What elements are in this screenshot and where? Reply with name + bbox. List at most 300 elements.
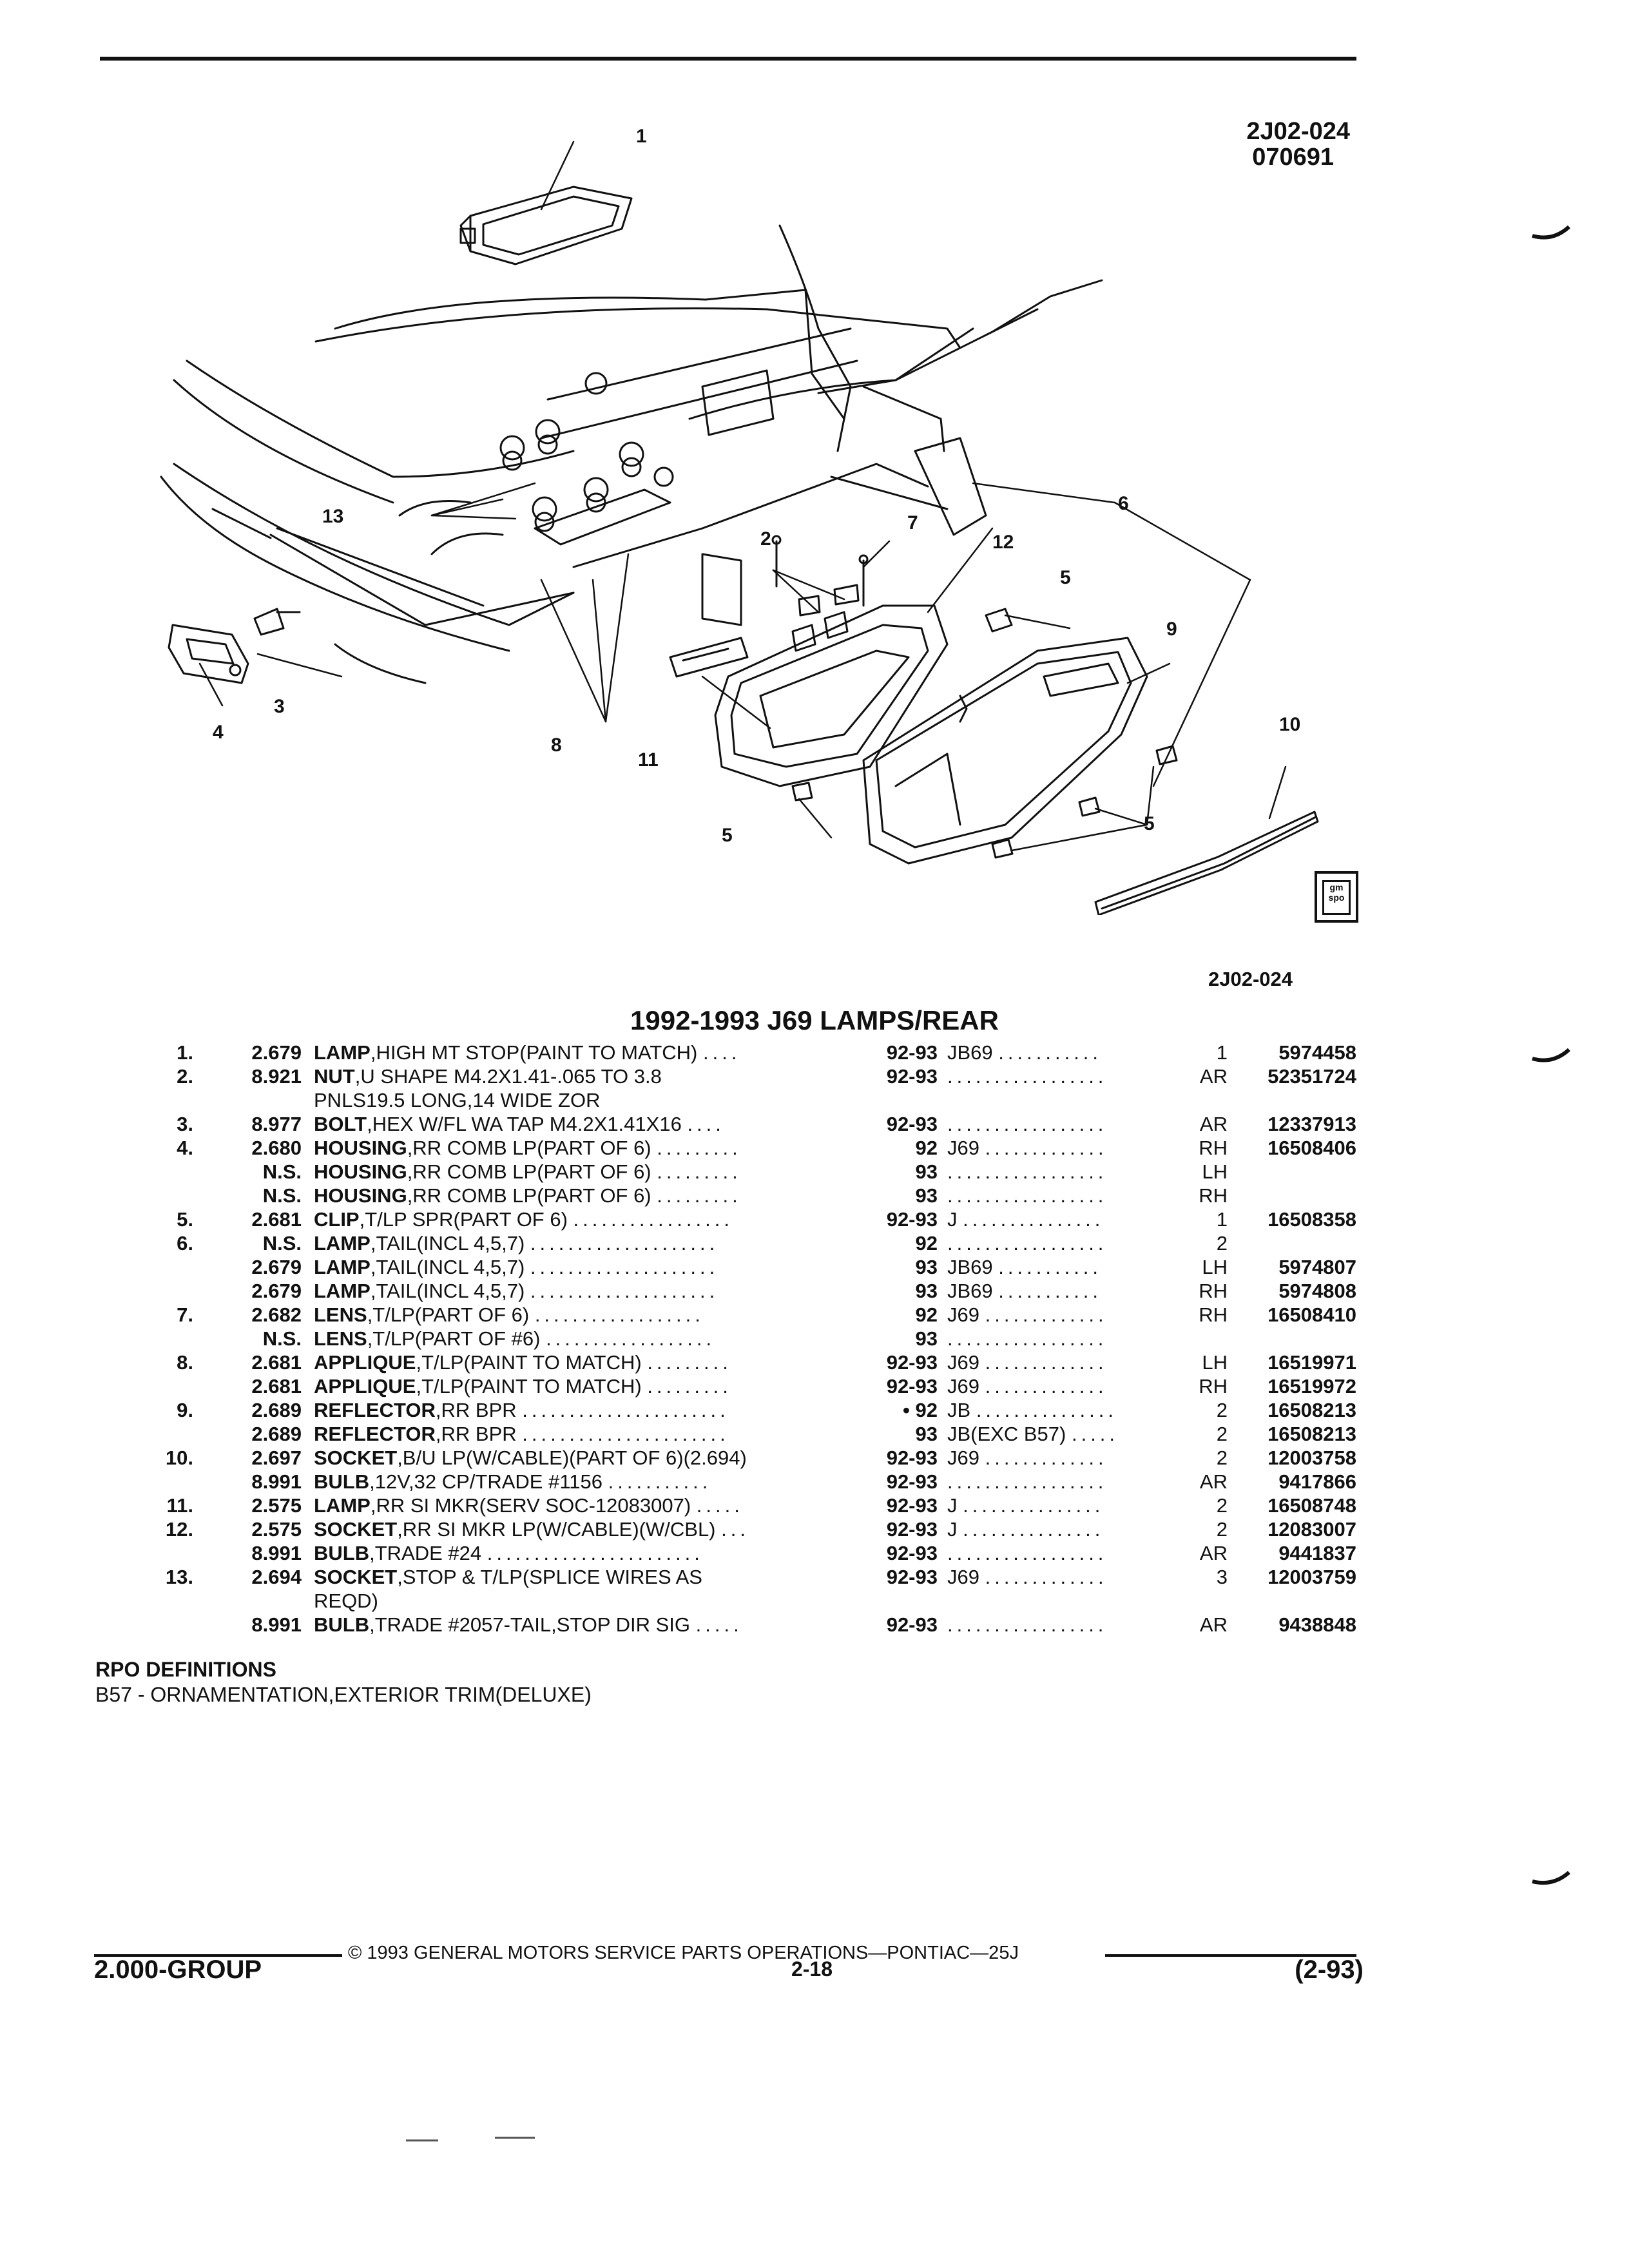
part-name: APPLIQUE [314, 1375, 416, 1398]
figure-date-code: 070691 [1252, 144, 1334, 171]
group-number: 2.679 [251, 1256, 302, 1278]
leader-dots: ....................... [487, 1542, 704, 1564]
quantity: RH [1199, 1137, 1228, 1159]
leader-dots: ......... [647, 1375, 732, 1398]
part-description [314, 1088, 842, 1112]
part-description [314, 1255, 842, 1279]
model-years: 92 [915, 1232, 938, 1254]
leader-dots: ................. [947, 1542, 1108, 1564]
leader-dots: ........... [998, 1256, 1103, 1278]
leader-dots: .................. [546, 1327, 716, 1350]
model-years: 92-93 [886, 1208, 938, 1231]
part-number: 16508213 [1268, 1399, 1356, 1421]
part-detail: ,HEX W/FL WA TAP M4.2X1.41X16 [367, 1113, 682, 1135]
model-years: 93 [915, 1327, 938, 1350]
model-years: 92-93 [886, 1113, 938, 1135]
group-number: 2.682 [251, 1303, 302, 1326]
table-row [0, 1613, 1629, 1637]
part-description [314, 1398, 842, 1422]
table-row [0, 1494, 1629, 1517]
part-description [314, 1041, 842, 1064]
part-description [314, 1064, 842, 1088]
leader-dots: ... [721, 1518, 749, 1541]
leader-dots: ..... [696, 1494, 744, 1517]
leader-dots: ................. [947, 1327, 1108, 1350]
quantity: 3 [1216, 1566, 1228, 1588]
group-number: 8.991 [251, 1470, 302, 1493]
group-number: 2.681 [251, 1351, 302, 1374]
part-number: 12083007 [1268, 1518, 1356, 1541]
part-name: LAMP [314, 1494, 371, 1517]
leader-dots: ............... [963, 1208, 1104, 1231]
rpo-code [947, 1517, 1173, 1541]
part-description [314, 1184, 842, 1207]
leader-dots: ................. [947, 1160, 1108, 1183]
part-name: HOUSING [314, 1137, 407, 1159]
model-years: 93 [915, 1423, 938, 1445]
part-name: LAMP [314, 1256, 371, 1278]
rpo-code [947, 1041, 1173, 1064]
part-number: 16508213 [1268, 1423, 1356, 1445]
part-number: 16508358 [1268, 1208, 1356, 1231]
group-number: 2.689 [251, 1423, 302, 1445]
quantity: RH [1199, 1280, 1228, 1302]
part-name: REFLECTOR [314, 1399, 436, 1421]
part-description [314, 1279, 842, 1303]
callout-6: 6 [1118, 493, 1129, 514]
model-years: 92-93 [886, 1470, 938, 1493]
side-marker-socket [255, 609, 300, 635]
quantity: 2 [1216, 1423, 1228, 1445]
model-years: • 92 [903, 1399, 938, 1421]
leader-dots: ................. [947, 1113, 1108, 1135]
group-number: 8.977 [251, 1113, 302, 1135]
exploded-view-illustration [122, 116, 1373, 915]
model-years: 93 [915, 1184, 938, 1207]
table-row [0, 1279, 1629, 1303]
leader-dots: ............. [985, 1303, 1108, 1326]
part-number: 9438848 [1278, 1613, 1356, 1636]
group-number: 2.575 [251, 1518, 302, 1541]
group-number: N.S. [262, 1184, 302, 1207]
part-number: 16519972 [1268, 1375, 1356, 1398]
table-row [0, 1255, 1629, 1279]
rpo-code-text: JB69 [947, 1280, 993, 1302]
part-description [314, 1589, 842, 1613]
model-years: 92-93 [886, 1518, 938, 1541]
rpo-definitions-heading: RPO DEFINITIONS [95, 1658, 276, 1681]
part-description [314, 1494, 842, 1517]
parts-table-title: 1992-1993 J69 LAMPS/REAR [630, 1005, 999, 1035]
leader-dots: ............... [963, 1518, 1104, 1541]
part-name: REFLECTOR [314, 1423, 436, 1445]
item-number: 5. [177, 1208, 193, 1231]
part-name: LENS [314, 1303, 367, 1326]
group-number: N.S. [262, 1232, 302, 1254]
part-description [314, 1207, 842, 1231]
rpo-code [947, 1541, 1173, 1565]
table-row [0, 1184, 1629, 1207]
rpo-code [947, 1398, 1173, 1422]
part-number: 5974807 [1278, 1256, 1356, 1278]
callout-5-right: 5 [1144, 813, 1155, 834]
rpo-code-text: JB(EXC B57) [947, 1423, 1066, 1445]
rpo-code [947, 1112, 1173, 1136]
model-years: 92-93 [886, 1446, 938, 1469]
model-years: 92-93 [886, 1566, 938, 1588]
leader-dots: ............. [985, 1566, 1108, 1588]
leader-dots: ............. [985, 1351, 1108, 1374]
part-description [314, 1327, 842, 1350]
table-row [0, 1565, 1629, 1589]
group-number: 2.680 [251, 1137, 302, 1159]
part-detail: ,STOP & T/LP(SPLICE WIRES AS [397, 1566, 702, 1588]
part-description [314, 1112, 842, 1136]
part-detail: ,RR COMB LP(PART OF 6) [407, 1184, 651, 1207]
leader-dots: ................. [947, 1470, 1108, 1493]
callout-5-bottom: 5 [722, 825, 733, 846]
rpo-code-text: J [947, 1518, 958, 1541]
part-name: LENS [314, 1327, 367, 1350]
item-number: 9. [177, 1399, 193, 1421]
leader-dots: ............... [976, 1399, 1118, 1421]
rpo-code-text: J [947, 1208, 958, 1231]
quantity: LH [1202, 1256, 1228, 1278]
rpo-code-text: J69 [947, 1375, 979, 1398]
group-number: 2.575 [251, 1494, 302, 1517]
part-name: CLIP [314, 1208, 360, 1231]
part-name: NUT [314, 1065, 355, 1088]
parts-table [0, 1041, 1629, 1637]
rpo-code [947, 1160, 1173, 1184]
part-name: LAMP [314, 1280, 371, 1302]
model-years: 92-93 [886, 1351, 938, 1374]
quantity: 2 [1216, 1494, 1228, 1517]
leader-dots: ..... [1071, 1423, 1119, 1445]
quantity: AR [1199, 1542, 1228, 1564]
leader-dots: ...................... [522, 1423, 729, 1445]
group-number: 2.679 [251, 1041, 302, 1064]
table-row [0, 1470, 1629, 1494]
leader-dots: .... [687, 1113, 725, 1135]
leader-dots: ........... [998, 1280, 1103, 1302]
rpo-code-text: J69 [947, 1566, 979, 1588]
quantity: LH [1202, 1160, 1228, 1183]
group-label: 2.000-GROUP [94, 1956, 262, 1984]
rpo-code [947, 1231, 1173, 1255]
leader-dots: ........... [608, 1470, 712, 1493]
vehicle-rear-body [161, 226, 1102, 683]
rpo-code [947, 1303, 1173, 1327]
model-years: 92-93 [886, 1613, 938, 1636]
callout-10: 8 [551, 735, 562, 756]
part-name: SOCKET [314, 1446, 398, 1469]
part-detail: ,TRADE #24 [369, 1542, 482, 1564]
part-detail: ,HIGH MT STOP(PAINT TO MATCH) [370, 1041, 698, 1064]
callout-3: 7 [907, 512, 918, 533]
model-years: 92-93 [886, 1542, 938, 1564]
quantity: AR [1199, 1470, 1228, 1493]
part-name: BULB [314, 1613, 370, 1636]
part-detail: ,RR BPR [435, 1399, 517, 1421]
part-description [314, 1303, 842, 1327]
item-number: 4. [177, 1137, 193, 1159]
rpo-code [947, 1494, 1173, 1517]
model-years: 93 [915, 1256, 938, 1278]
part-description [314, 1517, 842, 1541]
part-detail: ,T/LP SPR(PART OF 6) [359, 1208, 568, 1231]
part-number: 12337913 [1268, 1113, 1356, 1135]
tail-lamp-housing [715, 606, 947, 786]
quantity: AR [1199, 1065, 1228, 1088]
part-detail: ,RR COMB LP(PART OF 6) [407, 1137, 651, 1159]
rpo-code [947, 1374, 1173, 1398]
item-number: 13. [165, 1566, 193, 1588]
leader-dots: .................... [530, 1280, 719, 1302]
table-row [0, 1112, 1629, 1136]
tail-lamp-lens [863, 638, 1147, 863]
part-detail: ,TRADE #2057-TAIL,STOP DIR SIG [369, 1613, 691, 1636]
part-name: APPLIQUE [314, 1351, 416, 1374]
item-number: 11. [166, 1494, 193, 1517]
part-number: 16508410 [1268, 1303, 1356, 1326]
rpo-code [947, 1064, 1173, 1088]
gm-spo-logo-text: gm spo [1322, 880, 1351, 915]
table-row [0, 1064, 1629, 1088]
part-description [314, 1231, 842, 1255]
rpo-code [947, 1470, 1173, 1494]
callout-1: 1 [636, 126, 647, 147]
part-detail: ,T/LP(PART OF 6) [367, 1303, 530, 1326]
rpo-code [947, 1422, 1173, 1446]
part-name: BOLT [314, 1113, 367, 1135]
rpo-code-text: J69 [947, 1303, 979, 1326]
group-number: 2.697 [251, 1446, 302, 1469]
item-number: 10. [165, 1446, 193, 1469]
gm-spo-logo [1315, 871, 1358, 923]
leader-dots: .... [702, 1041, 741, 1064]
part-detail: ,RR SI MKR LP(W/CABLE)(W/CBL) [397, 1518, 716, 1541]
part-description [314, 1446, 842, 1470]
revision-date: (2-93) [1295, 1956, 1364, 1984]
part-description [314, 1470, 842, 1494]
quantity: 1 [1216, 1041, 1228, 1064]
table-row [0, 1207, 1629, 1231]
table-row [0, 1327, 1629, 1350]
leader-dots: ............. [985, 1375, 1108, 1398]
leader-dots: ............. [985, 1446, 1108, 1469]
part-number: 12003758 [1268, 1446, 1356, 1469]
model-years: 92-93 [886, 1065, 938, 1088]
table-row [0, 1231, 1629, 1255]
part-description [314, 1374, 842, 1398]
table-row [0, 1041, 1629, 1064]
model-years: 93 [915, 1280, 938, 1302]
part-description [314, 1136, 842, 1160]
quantity: 1 [1216, 1208, 1228, 1231]
item-number: 7. [177, 1303, 193, 1326]
model-years: 92-93 [886, 1494, 938, 1517]
group-number: 2.694 [251, 1566, 302, 1588]
table-row [0, 1088, 1629, 1112]
stop-tail-sockets [501, 373, 673, 531]
part-detail: ,T/LP(PART OF #6) [367, 1327, 541, 1350]
part-description [314, 1613, 842, 1637]
quantity: RH [1199, 1184, 1228, 1207]
rpo-code [947, 1613, 1173, 1637]
copyright-notice: © 1993 GENERAL MOTORS SERVICE PARTS OPERATIONS—PONTIAC—25J [348, 1943, 1019, 1963]
part-number: 9441837 [1278, 1542, 1356, 1564]
part-name: HOUSING [314, 1184, 407, 1207]
part-description [314, 1350, 842, 1374]
leader-dots: ......... [657, 1184, 742, 1207]
callout-11: 4 [213, 722, 224, 743]
part-name: LAMP [314, 1232, 371, 1254]
part-name: SOCKET [314, 1566, 398, 1588]
rpo-code-text: J69 [947, 1351, 979, 1374]
part-description [314, 1160, 842, 1184]
item-number: 1. [177, 1041, 193, 1064]
rpo-code-text: JB [947, 1399, 971, 1421]
table-row [0, 1422, 1629, 1446]
table-row [0, 1350, 1629, 1374]
part-detail: ,RR BPR [435, 1423, 517, 1445]
part-name: SOCKET [314, 1518, 398, 1541]
part-detail: ,T/LP(PAINT TO MATCH) [416, 1375, 642, 1398]
model-years: 92 [915, 1303, 938, 1326]
table-row [0, 1517, 1629, 1541]
rpo-code-text: JB69 [947, 1041, 993, 1064]
tail-lamp-clips [793, 609, 1177, 858]
quantity: 2 [1216, 1518, 1228, 1541]
rpo-code [947, 1350, 1173, 1374]
item-number: 6. [177, 1232, 193, 1254]
rpo-code [947, 1327, 1173, 1350]
rear-bumper-reflector [670, 638, 747, 677]
part-name: BULB [314, 1470, 370, 1493]
quantity: RH [1199, 1375, 1228, 1398]
rpo-code [947, 1279, 1173, 1303]
table-row [0, 1541, 1629, 1565]
model-years: 92-93 [886, 1041, 938, 1064]
rpo-code-text: J69 [947, 1137, 979, 1159]
part-detail: ,T/LP(PAINT TO MATCH) [416, 1351, 642, 1374]
part-description [314, 1422, 842, 1446]
group-number: 2.679 [251, 1280, 302, 1302]
table-row [0, 1303, 1629, 1327]
leader-dots: ............. [985, 1137, 1108, 1159]
part-number: 12003759 [1268, 1566, 1356, 1588]
item-number: 3. [177, 1113, 193, 1135]
part-number: 16508406 [1268, 1137, 1356, 1159]
rpo-code [947, 1446, 1173, 1470]
item-number: 8. [177, 1351, 193, 1374]
part-number: 5974458 [1278, 1041, 1356, 1064]
part-detail: ,RR COMB LP(PART OF 6) [407, 1160, 651, 1183]
part-number: 9417866 [1278, 1470, 1356, 1493]
part-detail: ,12V,32 CP/TRADE #1156 [369, 1470, 602, 1493]
group-number: N.S. [262, 1160, 302, 1183]
rpo-definition: B57 - ORNAMENTATION,EXTERIOR TRIM(DELUXE) [95, 1683, 592, 1706]
leader-dots: ........... [998, 1041, 1103, 1064]
callout-8: 10 [1279, 714, 1301, 735]
group-number: 2.681 [251, 1208, 302, 1231]
leader-dots: ................. [947, 1065, 1108, 1088]
leader-dots: .................... [530, 1232, 719, 1254]
table-row [0, 1446, 1629, 1470]
part-number: 16519971 [1268, 1351, 1356, 1374]
callout-4: 12 [992, 532, 1014, 553]
rpo-code [947, 1136, 1173, 1160]
part-detail: ,TAIL(INCL 4,5,7) [370, 1280, 525, 1302]
group-number: 2.681 [251, 1375, 302, 1398]
part-detail: ,TAIL(INCL 4,5,7) [370, 1232, 525, 1254]
leader-dots: ................. [573, 1208, 733, 1231]
leader-dots: ..... [695, 1613, 743, 1636]
rpo-code [947, 1207, 1173, 1231]
part-detail: ,U SHAPE M4.2X1.41-.065 TO 3.8 [354, 1065, 662, 1088]
quantity: AR [1199, 1113, 1228, 1135]
callout-13: 13 [322, 506, 344, 527]
leader-dots: ................. [947, 1184, 1108, 1207]
part-number: 52351724 [1268, 1065, 1356, 1088]
part-detail: ,RR SI MKR(SERV SOC-12083007) [370, 1494, 691, 1517]
callout-2: 2 [760, 528, 771, 550]
part-detail: ,TAIL(INCL 4,5,7) [370, 1256, 525, 1278]
part-number: 5974808 [1278, 1280, 1356, 1302]
figure-ref-bottom: 2J02-024 [1208, 968, 1293, 990]
callout-12: 3 [274, 696, 285, 717]
part-number: 16508748 [1268, 1494, 1356, 1517]
model-years: 92-93 [886, 1375, 938, 1398]
group-number: N.S. [262, 1327, 302, 1350]
part-name: LAMP [314, 1041, 371, 1064]
part-name: BULB [314, 1542, 370, 1564]
leader-dots: ................. [947, 1613, 1108, 1636]
group-number: 2.689 [251, 1399, 302, 1421]
table-row [0, 1374, 1629, 1398]
figure-code: 2J02-024 [1246, 118, 1350, 145]
leader-dots: ...................... [522, 1399, 729, 1421]
item-number: 12. [165, 1518, 193, 1541]
part-name: HOUSING [314, 1160, 407, 1183]
rpo-code-text: J [947, 1494, 958, 1517]
quantity: AR [1199, 1613, 1228, 1636]
rpo-code-text: JB69 [947, 1256, 993, 1278]
tail-lamp-applique [1095, 812, 1318, 915]
quantity: 2 [1216, 1446, 1228, 1469]
rpo-code [947, 1565, 1173, 1589]
part-detail: ,B/U LP(W/CABLE)(PART OF 6)(2.694) [397, 1446, 747, 1469]
item-number: 2. [177, 1065, 193, 1088]
callout-5-top: 5 [1060, 567, 1071, 588]
callout-9: 11 [638, 749, 659, 771]
table-row [0, 1136, 1629, 1160]
part-description [314, 1541, 842, 1565]
table-row [0, 1160, 1629, 1184]
leader-dots: .................. [534, 1303, 704, 1326]
group-number: 8.921 [251, 1065, 302, 1088]
quantity: 2 [1216, 1399, 1228, 1421]
leader-dots: .................... [530, 1256, 719, 1278]
side-marker-lamp [169, 625, 248, 683]
leader-dots: ................. [947, 1232, 1108, 1254]
callout-7: 9 [1166, 619, 1177, 640]
part-detail: PNLS19.5 LONG,14 WIDE ZOR [314, 1089, 601, 1111]
leader-dots: ......... [657, 1137, 742, 1159]
rpo-code [947, 1255, 1173, 1279]
page-number: 2-18 [791, 1957, 833, 1981]
